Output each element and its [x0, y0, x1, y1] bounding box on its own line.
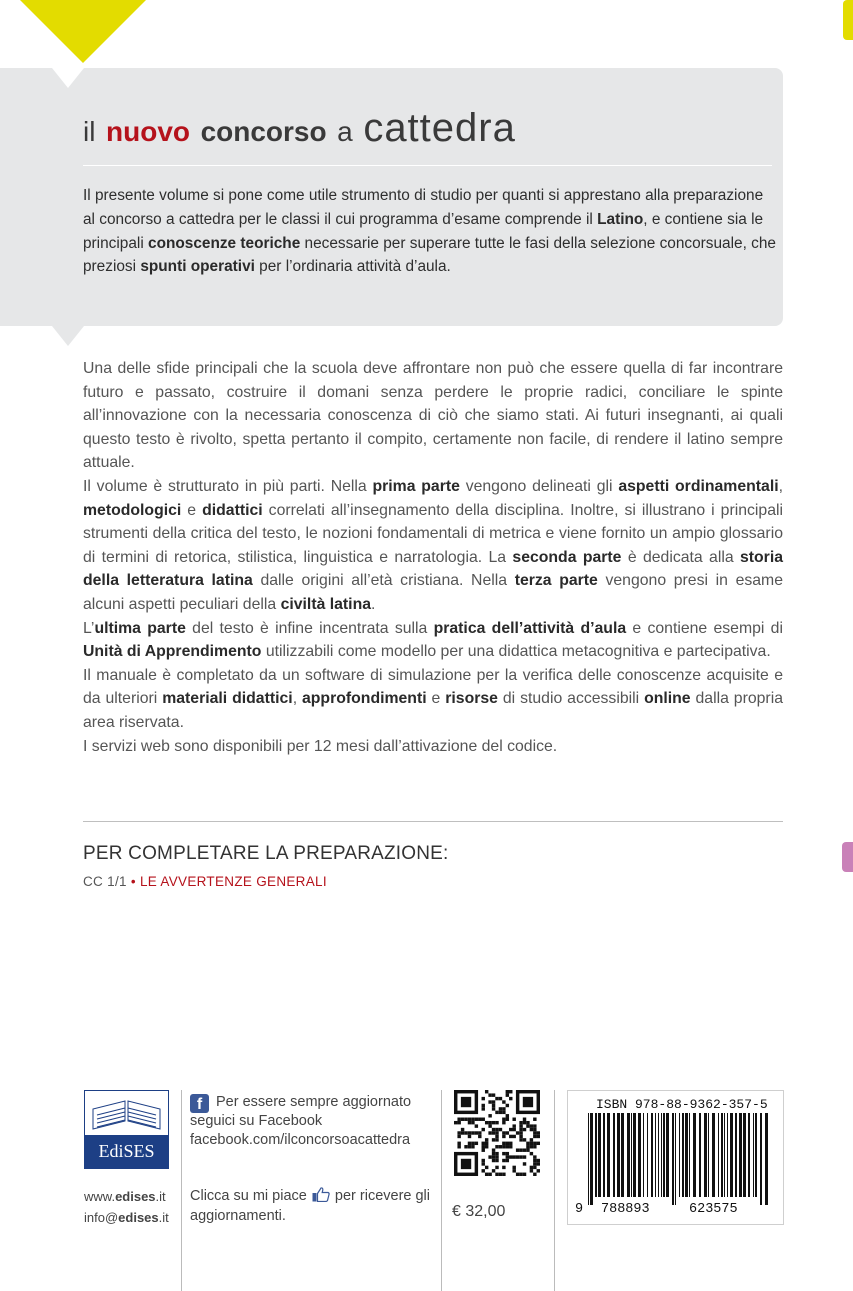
text-run: del testo è infine incentrata sulla	[185, 619, 434, 637]
highlighted-text: aspetti ordinamentali	[618, 477, 779, 495]
pink-side-tab	[842, 842, 853, 872]
text-run: utilizzabili come modello per una didattica metacognitiva e partecipativa.	[261, 643, 771, 661]
text-run: .	[371, 595, 376, 613]
text-run: Il presente volume si pone come utile strumento di studio per quanti si apprestano alla preparazione al concorso a cattedra per le classi il cui programma d’esame comprende il	[83, 187, 764, 228]
body-paragraph	[83, 664, 783, 735]
highlighted-text: didattici	[202, 501, 263, 519]
complete-preparation-title: PER COMPLETARE LA PREPARAZIONE:	[83, 843, 449, 864]
text-run: , e contiene sia le principali	[83, 210, 764, 252]
ean-group-2: 788893	[601, 1202, 650, 1217]
related-volume	[83, 874, 327, 889]
text-run: è dedicata alla	[621, 548, 740, 566]
title-word-il: il	[83, 116, 96, 147]
body-paragraph	[83, 357, 783, 475]
highlighted-text: ultima parte	[94, 619, 186, 637]
highlighted-text: online	[644, 690, 691, 708]
website-link[interactable]: www.edises.it	[84, 1189, 166, 1204]
section-divider	[83, 821, 783, 822]
text-run: vengono presi in esame alcuni aspetti peculiari della	[83, 572, 783, 613]
text-run: necessarie per superare tutte le fasi della selezione concorsuale, che preziosi	[83, 234, 776, 276]
body-paragraph	[83, 735, 783, 759]
panel-notch-top	[52, 68, 84, 88]
highlighted-text: storia della letteratura latina	[83, 548, 784, 590]
qr-code[interactable]	[454, 1090, 540, 1176]
title-rule	[83, 165, 772, 166]
highlighted-text: conoscenze teoriche	[148, 234, 301, 252]
text-run: e contiene esempi di	[626, 619, 783, 637]
text-run: Il volume è strutturato in più parti. Nella	[83, 477, 373, 495]
highlighted-text: pratica dell’attività d’aula	[433, 619, 627, 637]
text-run: correlati all’insegnamento della disciplina. Inoltre, si illustrano i principali strumenti della critica del testo, le nozioni fondamentali di metrica e viene fornito un ampio glossario di termini di retorica, stilistica, linguistica e narratologia. La	[83, 501, 783, 566]
like-info	[190, 1186, 440, 1226]
facebook-line-1: Per essere sempre aggiornato	[216, 1094, 412, 1110]
footer-divider-1	[181, 1090, 182, 1291]
like-text-before: Clicca su mi piace	[190, 1188, 307, 1204]
highlighted-text: prima parte	[372, 477, 460, 495]
highlighted-text: terza parte	[514, 572, 598, 590]
text-run: Una delle sfide principali che la scuola deve affrontare non può che essere quella di far incontrare futuro e passato, costruire il domani senza perdere le proprie radici, conciliare le spinte all’innovazione con la necessaria conoscenza di ciò che siamo stati. Ai futuri insegnanti, ai quali questo testo è rivolto, spetta pertanto il compito, certamente non facile, di rendere il latino sempre attuale.	[83, 360, 783, 472]
highlighted-text: approfondimenti	[302, 690, 427, 708]
highlighted-text: seconda parte	[512, 548, 622, 566]
highlighted-text: materiali didattici	[162, 690, 293, 708]
highlighted-text: spunti operativi	[140, 258, 255, 276]
facebook-line-2: seguici su Facebook	[190, 1113, 323, 1129]
highlighted-text: Latino	[597, 210, 644, 228]
ean-group-3: 623575	[689, 1202, 738, 1217]
open-book-icon	[85, 1091, 168, 1135]
text-run: dalle origini all’età cristiana. Nella	[252, 572, 515, 590]
text-run: di studio accessibili	[497, 690, 645, 708]
text-run: Il manuale è completato da un software di simulazione per la verifica delle conoscenze acquisite e da ulteriori	[83, 666, 783, 708]
body-paragraph	[83, 475, 783, 617]
like-text-after: per ricevere gli aggiornamenti.	[190, 1188, 430, 1224]
facebook-url[interactable]: facebook.com/ilconcorsoacattedra	[190, 1132, 411, 1148]
text-run: I servizi web sono disponibili per 12 mesi dall’attivazione del codice.	[83, 737, 558, 755]
text-run: ,	[292, 690, 302, 708]
body-paragraph	[83, 617, 783, 664]
footer-divider-2	[441, 1090, 442, 1291]
thumbs-up-icon	[312, 1187, 330, 1202]
text-run: L’	[83, 619, 95, 637]
description-text	[83, 357, 783, 758]
email-link[interactable]: info@edises.it	[84, 1210, 169, 1225]
text-run: ,	[778, 477, 783, 495]
text-run: per l’ordinaria attività d’aula.	[254, 258, 451, 276]
title-word-a: a	[337, 116, 353, 147]
title-word-cattedra: cattedra	[363, 106, 516, 150]
intro-text	[83, 184, 776, 279]
highlighted-text: civiltà latina	[280, 595, 372, 613]
ean-group-1: 9	[575, 1202, 584, 1217]
footer-divider-3	[554, 1090, 555, 1291]
highlighted-text: Unità di Apprendimento	[83, 643, 262, 661]
title-word-concorso: concorso	[200, 116, 327, 147]
related-volume-code: CC 1/1	[83, 874, 127, 889]
panel-notch-bottom	[52, 326, 84, 346]
text-run: e	[181, 501, 203, 519]
bullet: •	[130, 874, 136, 889]
series-title	[83, 106, 516, 151]
yellow-side-tab	[843, 0, 853, 40]
edises-logo	[84, 1090, 169, 1169]
related-volume-link[interactable]: LE AVVERTENZE GENERALI	[139, 874, 327, 889]
text-run: vengono delineati gli	[459, 477, 619, 495]
text-run: dalla propria area riservata.	[83, 690, 783, 731]
publisher-contacts	[84, 1186, 169, 1228]
highlighted-text: risorse	[445, 690, 498, 708]
barcode-icon	[582, 1113, 772, 1205]
text-run: e	[426, 690, 446, 708]
highlighted-text: metodologici	[83, 501, 182, 519]
facebook-info	[190, 1093, 430, 1150]
title-word-nuovo: nuovo	[106, 116, 191, 147]
price: € 32,00	[452, 1203, 506, 1220]
corner-triangle	[20, 0, 146, 63]
facebook-icon: f	[190, 1094, 209, 1113]
logo-name: EdiSES	[85, 1135, 168, 1168]
isbn-label: ISBN 978-88-9362-357-5	[596, 1097, 768, 1112]
